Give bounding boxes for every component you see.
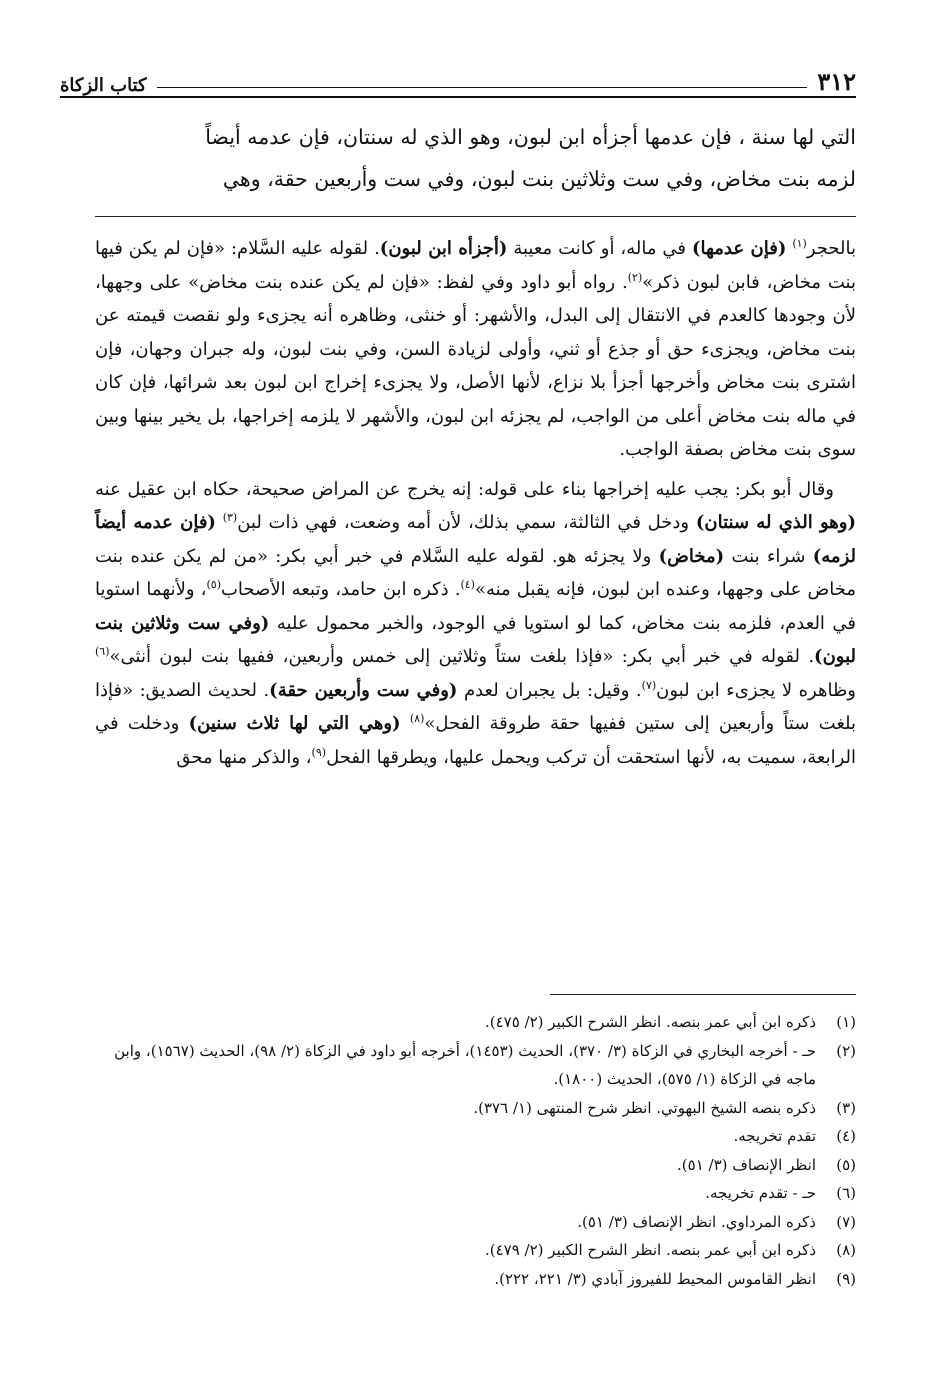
text-run: ودخل في الثالثة، سمي بذلك، لأن أمه وضعت، فهي ذات لبن (237, 512, 696, 533)
footnote-ref[interactable]: (١) (792, 237, 807, 250)
text-run: ، ولأنهما استويا في العدم، فلزمه بنت مخاض، كما لو استويا في الوجود، والخبر محمول عليه (95, 579, 856, 634)
footnote-separator (550, 994, 856, 995)
text-run: شراء بنت (724, 545, 813, 567)
page-header (60, 58, 856, 96)
text-run: وقال أبو بكر: يجب عليه إخراجها بناء على قوله: إنه يخرج عن المراض صحيحة، حكاه ابن عقيل عنه (95, 478, 834, 500)
header-line (157, 87, 808, 88)
footnote (95, 1265, 856, 1294)
quoted-matn: (وفي ست وثلاثين بنت لبون) (95, 612, 856, 667)
commentary-paragraph (95, 473, 856, 775)
footnote-text: ذكره ابن أبي عمر بنصه. انظر الشرح الكبير (٢/ ٤٧٥). (484, 1013, 816, 1031)
footnote-number: (٨) (836, 1241, 856, 1259)
text-run: ولا يجزئه هو. لقوله عليه السَّلام في خبر أبي بكر: «من لم يكن عنده بنت مخاض على وجهها، وعنده ابن لبون، فإنه يقبل منه» (95, 545, 856, 600)
text-run: . رواه أبو داود وفي لفظ: «فإن لم يكن عنده بنت مخاض» على وجهها، لأن وجودها كالعدم في الانتقال إلى البدل، والأشهر: أو خنثى، وظاهره أنه يجزىء ولو نقصت قيمته عن بنت مخاض، ويجزىء حق أو جذع أو ثني، وأولى لزيادة السن، وفي بنت لبون، وله جبران وجهان، فإن اشترى بنت مخاض وأخرجها أجزأ بلا نزاع، لأنها الأصل، ولا يجزىء إخراج ابن لبون بعد شرائها، فإن كان في ماله بنت مخاض أعلى من الواجب، لم يجزئه ابن لبون، والأشهر لا يلزمه إخراجها، بل يخير بينها وبين سوى بنت مخاض بصفة الواجب. (95, 271, 856, 460)
matn-separator (95, 216, 856, 217)
footnote (95, 1008, 856, 1037)
footnote-ref[interactable]: (٧) (641, 678, 657, 692)
footnote (95, 1236, 856, 1265)
footnote-text: ذكره ابن أبي عمر بنصه. انظر الشرح الكبير (٢/ ٤٧٩). (484, 1241, 816, 1259)
matn-line: لزمه بنت مخاض، وفي ست وثلاثين بنت لبون، وفي ست وأربعين حقة، وهي (222, 167, 856, 191)
footnote-text: حـ - تقدم تخريجه. (705, 1184, 816, 1202)
footnote-text: ذكره المرداوي. انظر الإنصاف (٣/ ٥١). (577, 1212, 816, 1231)
footnote-text: تقدم تخريجه. (733, 1127, 816, 1145)
footnote (95, 1179, 856, 1208)
quoted-matn: (أجزأه ابن لبون) (379, 238, 508, 259)
text-run: ودخلت في الرابعة، سميت به، لأنها استحقت أن تركب ويحمل عليها، ويطرقها الفحل (95, 713, 856, 768)
footnote-number: (٤) (836, 1127, 856, 1145)
footnote-number: (٢) (836, 1041, 856, 1060)
text-run: بالحجر (806, 238, 856, 259)
running-title: كتاب الزكاة (60, 75, 147, 96)
footnote-text: حـ - أخرجه البخاري في الزكاة (٣/ ٣٧٠)، الحديث (١٤٥٣)، أخرجه أبو داود في الزكاة (٢/ ٩٨)، الحديث (١٥٦٧)، وابن ماجه في الزكاة (١/ ٥٧٥)، الحديث (١٨٠٠). (114, 1041, 816, 1088)
footnote (95, 1094, 856, 1123)
quoted-matn: (مخاض) (658, 545, 725, 567)
page-number: ٣١٢ (817, 67, 856, 96)
text-run (216, 512, 223, 533)
quoted-matn: (فإن عدمه أيضاً لزمه) (95, 512, 856, 567)
text-run: . وقيل: بل يجبران لعدم (457, 679, 642, 701)
text-run: . ذكره ابن حامد، وتبعه الأصحاب (220, 579, 461, 600)
text-run: في ماله، أو كانت معيبة (507, 238, 692, 259)
footnote-number: (٧) (836, 1212, 856, 1231)
footnote-ref[interactable]: (٢) (627, 270, 643, 284)
footnote-ref[interactable]: (٣) (222, 511, 238, 524)
footnote (95, 1122, 856, 1151)
footnote (95, 1208, 856, 1237)
text-run: . لحديث الصديق: «فإذا بلغت ستاً وأربعين إلى ستين ففيها حقة طروقة الفحل» (95, 679, 856, 734)
footnote-ref[interactable]: (٥) (206, 578, 221, 591)
footnote-ref[interactable]: (٦) (95, 645, 110, 658)
footnote-text: انظر الإنصاف (٣/ ٥١). (677, 1155, 816, 1174)
footnotes (95, 1008, 856, 1293)
text-run: وظاهره لا يجزىء ابن لبون (656, 679, 856, 701)
text-run: ، والذكر منها محق (176, 746, 312, 768)
footnote (95, 1151, 856, 1180)
footnote-number: (٥) (836, 1155, 856, 1174)
text-run: . لقوله في خبر أبي بكر: «فإذا بلغت ستاً وثلاثين إلى خمس وأربعين، ففيها بنت لبون أنثى» (109, 646, 815, 667)
quoted-matn: (وهي التي لها ثلاث سنين) (188, 713, 401, 734)
footnote-number: (٣) (836, 1098, 856, 1117)
header-rule (60, 96, 856, 98)
footnote-ref[interactable]: (٩) (311, 745, 327, 759)
footnote-ref[interactable]: (٨) (409, 712, 425, 725)
footnote-ref[interactable]: (٤) (460, 578, 475, 591)
quoted-matn: (وفي ست وأربعين حقة) (269, 679, 458, 701)
quoted-matn: (فإن عدمها) (691, 238, 787, 259)
footnote-text: ذكره بنصه الشيخ البهوتي. انظر شرح المنتهى (١/ ٣٧٦). (473, 1098, 816, 1117)
footnote (95, 1037, 856, 1094)
matn-text (95, 116, 856, 200)
commentary-text (95, 232, 856, 780)
footnote-number: (١) (836, 1013, 856, 1031)
footnote-number: (٦) (836, 1184, 856, 1202)
text-run: . لقوله عليه السَّلام: «فإن لم يكن فيها بنت مخاض، فابن لبون ذكر» (95, 238, 856, 293)
text-run (401, 713, 410, 734)
footnote-number: (٩) (836, 1269, 856, 1288)
quoted-matn: (وهو الذي له سنتان) (695, 512, 856, 533)
matn-line: التي لها سنة ، فإن عدمها أجزأه ابن لبون، وهو الذي له سنتان، فإن عدمه أيضاً (205, 125, 856, 149)
footnote-text: انظر القاموس المحيط للفيروز آبادي (٣/ ٢٢١، ٢٢٢). (494, 1269, 816, 1288)
commentary-paragraph (95, 232, 856, 467)
